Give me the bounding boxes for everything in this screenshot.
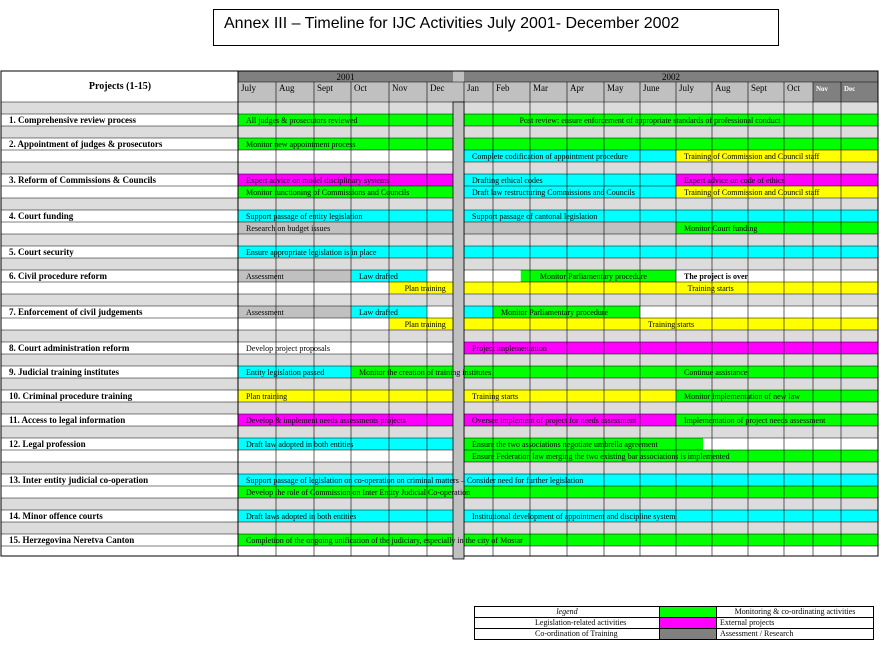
page-title: Annex III – Timeline for IJC Activities July 2001- December 2002: [224, 15, 680, 32]
separator-header: [453, 71, 464, 102]
project-gap-band: [1, 354, 878, 366]
project-name: 10. Criminal procedure training: [9, 391, 133, 401]
activity-label: Develop & implement needs assessments projects: [246, 416, 406, 425]
activity-label: Monitor the creation of training institutes: [359, 368, 492, 377]
activity-label: Training of Commission and Council staff: [684, 152, 820, 161]
activity-label: Monitor Court funding: [684, 224, 758, 233]
activity-label: Develop the role of Commission on Inter Entity Judicial Co-operation: [246, 488, 471, 497]
activity-label: Support passage of legislation on co-operation on criminal matters – Consider need for further legislation: [246, 476, 584, 485]
project-gap-band: [1, 330, 878, 342]
activity-label: Implementation of project needs assessment: [684, 416, 826, 425]
activity-bar: [464, 282, 878, 294]
project-name: 8. Court administration reform: [9, 343, 130, 353]
activity-label: Monitor functioning of Commissions and Councils: [246, 188, 410, 197]
activity-label: Assessment: [246, 308, 284, 317]
activity-label: Plan training: [246, 392, 288, 401]
legend-swatch-monitor: [660, 607, 717, 618]
activity-label: Plan training: [404, 320, 446, 329]
activity-label: Law drafted: [359, 308, 398, 317]
activity-label: Research on budget issues: [246, 224, 331, 233]
legend-label-monitor: Monitoring & co-ordinating activities: [717, 607, 874, 618]
activity-label: Oversee implement of project for needs assessment: [472, 416, 637, 425]
projects-header: Projects (1-15): [88, 81, 152, 92]
activity-label: Expert advice on code of ethics: [684, 176, 785, 185]
project-name: 2. Appointment of judges & prosecutors: [9, 139, 163, 149]
project-gap-band: [1, 426, 878, 438]
month-label: June: [643, 83, 660, 93]
project-gap-band: [1, 294, 878, 306]
month-label: Jan: [467, 83, 479, 93]
activity-label: Training starts: [472, 392, 519, 401]
activity-label: Ensure the two associations negotiate umbrella agreement: [472, 440, 658, 449]
activity-label: Training of Commission and Council staff: [684, 188, 820, 197]
legend-label-external: External projects: [717, 618, 874, 629]
month-label: Oct: [354, 83, 367, 93]
project-name: 1. Comprehensive review process: [9, 115, 136, 125]
project-gap-band: [1, 462, 878, 474]
project-name: 13. Inter entity judicial co-operation: [9, 475, 149, 485]
activity-label: Plan training: [404, 284, 446, 293]
activity-label: Monitor implementation of new law: [684, 392, 800, 401]
legend-title: legend: [475, 607, 660, 618]
project-gap-band: [1, 234, 878, 246]
project-gap-band: [1, 258, 878, 270]
year-header-bg: [238, 71, 878, 82]
legend-swatch-assessment: [660, 629, 717, 640]
project-gap-band: [1, 378, 878, 390]
month-label: Nov: [816, 85, 829, 93]
month-label: Aug: [279, 83, 295, 93]
activity-label: Monitor Parliamentary procedure: [539, 272, 647, 281]
month-label: July: [679, 83, 695, 93]
activity-label: The project is over: [684, 272, 749, 281]
activity-label: Draft law restructuring Commissions and Councils: [472, 188, 635, 197]
month-label: Dec: [430, 83, 445, 93]
project-name: 3. Reform of Commissions & Councils: [9, 175, 156, 185]
activity-label: Develop project proposals: [246, 344, 330, 353]
project-name: 4. Court funding: [9, 211, 74, 221]
activity-label: All judges & prosecutors reviewed: [246, 116, 358, 125]
project-gap-band: [1, 198, 878, 210]
month-label: Aug: [715, 83, 731, 93]
project-gap-band: [1, 522, 878, 534]
activity-bar: [464, 306, 493, 318]
activity-label: Training starts: [687, 284, 734, 293]
month-label: Nov: [392, 83, 408, 93]
activity-label: Expert advice on model disciplinary systems: [246, 176, 390, 185]
activity-label: Law drafted: [359, 272, 398, 281]
activity-label: Post review: ensure enforcement of appropriate standards of professional conduct: [519, 116, 781, 125]
activity-label: Training starts: [648, 320, 695, 329]
project-name: 7. Enforcement of civil judgements: [9, 307, 143, 317]
activity-label: Project implementation: [472, 344, 547, 353]
activity-label: Complete codification of appointment procedure: [472, 152, 628, 161]
activity-label: Monitor Parliamentary procedure: [501, 308, 609, 317]
month-label: Feb: [496, 83, 510, 93]
project-name: 14. Minor offence courts: [9, 511, 103, 521]
activity-label: Draft laws adopted in both entities: [246, 512, 357, 521]
activity-label: Ensure appropriate legislation is in place: [246, 248, 377, 257]
activity-label: Ensure Federation law merging the two existing bar associations is implemented: [472, 452, 730, 461]
month-label: Oct: [787, 83, 800, 93]
month-label: Sept: [317, 83, 334, 93]
activity-label: Support passage of entity legislation: [246, 212, 363, 221]
legend-label-training: Co-ordination of Training: [475, 629, 660, 640]
month-label: July: [241, 83, 257, 93]
month-label: Sept: [751, 83, 768, 93]
activity-label: Monitor new appointment process: [246, 140, 356, 149]
activity-label: Completion of the ongoing unification of the judiciary, especially in the city of Mostar: [246, 536, 523, 545]
activity-label: Entity legislation passed: [246, 368, 325, 377]
activity-label: Drafting ethical codes: [472, 176, 543, 185]
activity-label: Institutional development of appointment and discipline system: [472, 512, 676, 521]
month-label: Mar: [533, 83, 548, 93]
project-gap-band: [1, 498, 878, 510]
activity-label: Assessment: [246, 272, 284, 281]
project-name: 15. Herzegovina Neretva Canton: [9, 535, 135, 545]
activity-label: Support passage of cantonal legislation: [472, 212, 598, 221]
year-label: 2001: [336, 72, 355, 82]
legend-swatch-external: [660, 618, 717, 629]
project-gap-band: [1, 126, 878, 138]
project-name: 6. Civil procedure reform: [9, 271, 107, 281]
activity-label: Continue assistance: [684, 368, 748, 377]
month-label: Dec: [844, 85, 856, 93]
month-label: May: [607, 83, 624, 93]
legend-label-legislation: Legislation-related activities: [475, 618, 660, 629]
project-name: 12. Legal profession: [9, 439, 86, 449]
project-gap-band: [1, 162, 878, 174]
project-name: 9. Judicial training institutes: [9, 367, 120, 377]
year-label: 2002: [662, 72, 680, 82]
legend-label-assessment: Assessment / Research: [717, 629, 874, 640]
project-name: 11. Access to legal information: [9, 415, 126, 425]
legend: [474, 606, 874, 640]
project-gap-band: [1, 102, 878, 114]
project-name: 5. Court security: [9, 247, 74, 257]
activity-label: Draft law adopted in both entities: [246, 440, 354, 449]
project-gap-band: [1, 402, 878, 414]
month-label: Apr: [570, 83, 584, 93]
